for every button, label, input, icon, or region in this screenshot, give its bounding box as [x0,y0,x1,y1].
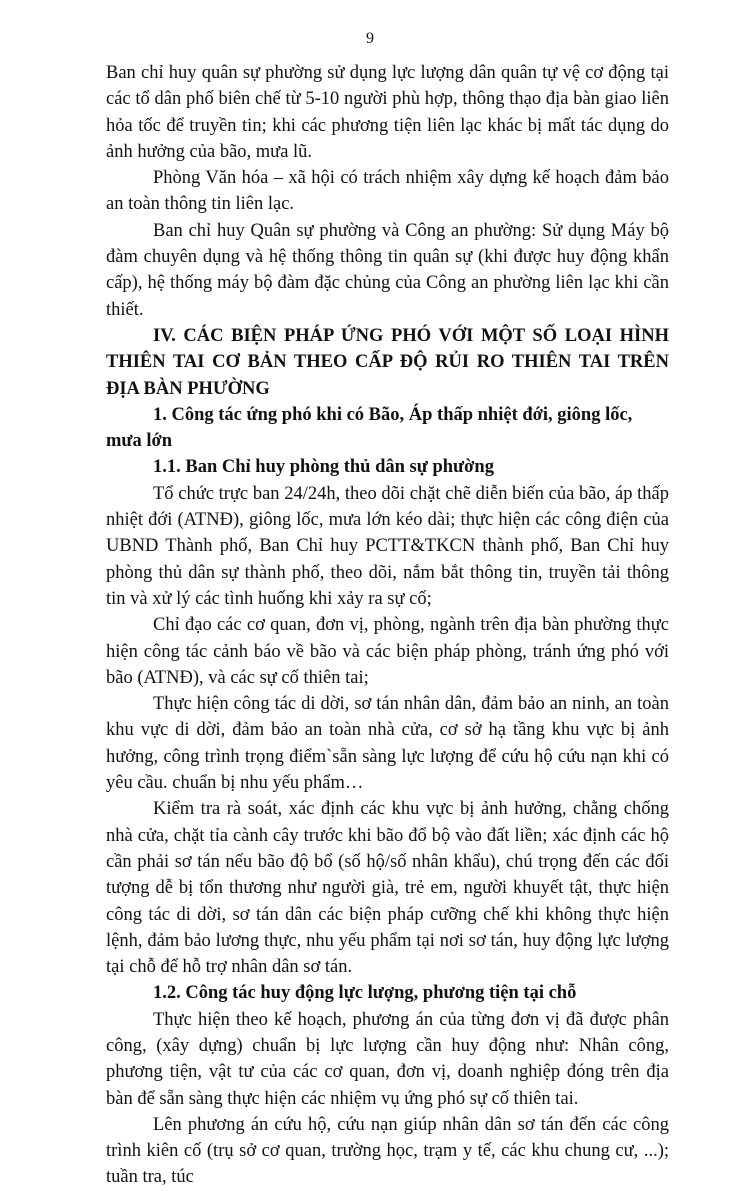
paragraph: Thực hiện theo kế hoạch, phương án của từng đơn vị đã được phân công, (xây dựng) chuẩn bị lực lượng cần huy động như: Nhân công, phương tiện, vật tư của các cơ quan, đơn vị, doanh nghiệp đóng trên địa bàn để sẵn sàng thực hiện các nhiệm vụ ứng phó sự cố thiên tai. [106,1009,669,1109]
heading-1: 1. Công tác ứng phó khi có Bão, Áp thấp nhiệt đới, giông lốc, mưa lớn [106,404,633,452]
paragraph: Phòng Văn hóa – xã hội có trách nhiệm xây dựng kế hoạch đảm bảo an toàn thông tin liên lạc. [106,168,669,215]
paragraph: Kiểm tra rà soát, xác định các khu vực bị ảnh hưởng, chằng chống nhà cửa, chặt tỉa cành cây trước khi bão đổ bộ vào đất liền; xác định các hộ cần phải sơ tán nếu bão độ bổ (số hộ/số nhân khẩu), chú trọng đến các đối tượng dễ bị tổn thương như người già, trẻ em, người khuyết tật, thực hiện công tác di dời, sơ tán dân các biện pháp cưỡng chế khi không thực hiện lệnh, đảm bảo lương thực, nhu yếu phẩm tại nơi sơ tán, huy động lực lượng tại chỗ để hỗ trợ nhân dân sơ tán. [106,799,669,978]
document-body [106,60,669,1191]
paragraph: Chỉ đạo các cơ quan, đơn vị, phòng, ngành trên địa bàn phường thực hiện công tác cảnh báo về bão và các biện pháp phòng, tránh ứng phó với bão (ATNĐ), và các sự cố thiên tai; [106,615,669,688]
paragraph: Thực hiện công tác di dời, sơ tán nhân dân, đảm bảo an ninh, an toàn khu vực di dời, đảm bảo an toàn nhà cửa, cơ sở hạ tầng khu vực bị ảnh hưởng, công trình trọng điểm`sẵn sàng lực lượng để cứu hộ cứu nạn khi có yêu cầu. chuẩn bị nhu yếu phẩm… [106,694,669,794]
paragraph: Ban chỉ huy Quân sự phường và Công an phường: Sử dụng Máy bộ đàm chuyên dụng và hệ thống thông tin quân sự (khi được huy động khẩn cấp), hệ thống máy bộ đàm đặc chủng của Công an phường liên lạc khi cần thiết. [106,220,669,320]
heading-1-1: 1.1. Ban Chỉ huy phòng thủ dân sự phường [153,457,494,478]
paragraph: Tổ chức trực ban 24/24h, theo dõi chặt chẽ diễn biến của bão, áp thấp nhiệt đới (ATNĐ), giông lốc, mưa lớn kéo dài; thực hiện các công điện của UBND Thành phố, Ban Chỉ huy PCTT&TKCN thành phố, Ban Chỉ huy phòng thủ dân sự thành phố, theo dõi, nắm bắt thông tin, truyền tải thông tin và xử lý các tình huống khi xảy ra sự cố; [106,483,669,609]
paragraph: Lên phương án cứu hộ, cứu nạn giúp nhân dân sơ tán đến các công trình kiên cố (trụ sở cơ quan, trường học, trạm y tế, các khu chung cư, ...); tuần tra, túc [106,1114,669,1188]
paragraph: Ban chỉ huy quân sự phường sử dụng lực lượng dân quân tự vệ cơ động tại các tổ dân phố biên chế từ 5-10 người phù hợp, thông thạo địa bàn giao liên hỏa tốc để truyền tin; khi các phương tiện liên lạc khác bị mất tác dụng do ảnh hưởng của bão, mưa lũ. [106,63,669,162]
heading-1-2: 1.2. Công tác huy động lực lượng, phương tiện tại chỗ [153,983,577,1004]
section-heading: IV. CÁC BIỆN PHÁP ỨNG PHÓ VỚI MỘT SỐ LOẠI HÌNH THIÊN TAI CƠ BẢN THEO CẤP ĐỘ RỦI RO THIÊN TAI TRÊN ĐỊA BÀN PHƯỜNG [106,325,669,399]
page-number: 9 [366,30,374,47]
